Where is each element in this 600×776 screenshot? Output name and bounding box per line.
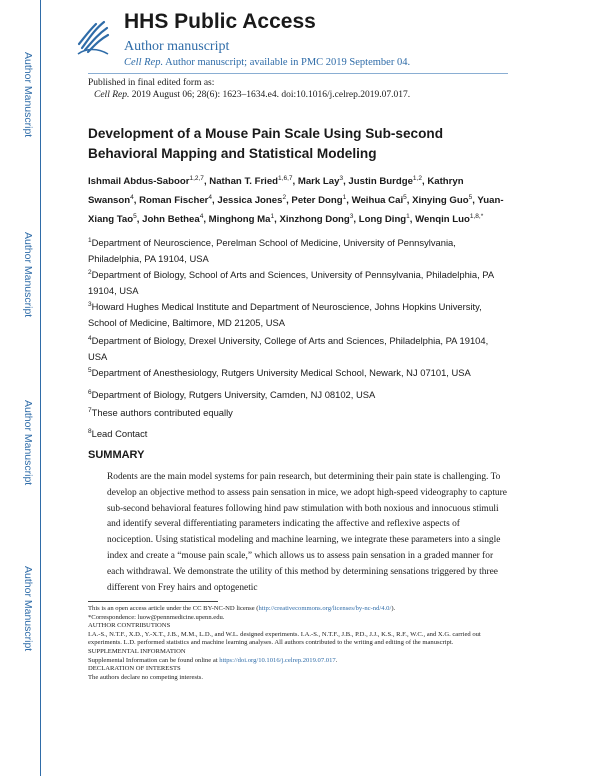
journal-name: Cell Rep. xyxy=(124,57,164,68)
author-name: Wenqin Luo xyxy=(415,214,470,226)
author-name: John Bethea xyxy=(142,214,200,226)
affiliation-8 xyxy=(88,424,508,442)
author-name: Mark Lay xyxy=(297,176,340,188)
supplemental-note xyxy=(88,657,508,666)
hhs-eagle-logo-icon xyxy=(76,18,110,56)
summary-heading: SUMMARY xyxy=(88,449,145,461)
supplemental-close: . xyxy=(335,656,338,664)
author-affiliation-marker: 1,2 xyxy=(412,175,422,182)
affiliation-text: Howard Hughes Medical Institute and Department of Neuroscience, Johns Hopkins University, School of Medicine, Baltimore, MD 21205, USA xyxy=(88,301,482,329)
license-text: This is an open access article under the CC BY-NC-ND license ( xyxy=(88,605,259,612)
affiliation-marker: 7 xyxy=(88,407,92,414)
author-name: Roman Fischer xyxy=(139,195,209,207)
affiliation-text: These authors contributed equally xyxy=(91,407,233,419)
author-affiliation-marker: 5 xyxy=(133,213,137,221)
summary-text: Rodents are the main model systems for pain research, but determining their pain state is challenging. To develop an objective method to assess pain sensation in mice, we adopt high-speed videography to capture sub-second behavioral features following hind paw stimulation with both noxious and innocuous stimuli and identify several differentiating parameters indicating the affective and reflexive aspects of nociception. Using statistical modeling and machine learning, we integrate these parameters into a single index and create a “mouse pain scale,” which allows us to assess pain sensation in a graded manner for each withdrawal. We demonstrate the utility of this method by determining sensations triggered by three different von Frey hairs and optogenetic xyxy=(107,472,507,593)
author-manuscript-label: Author manuscript xyxy=(124,39,230,54)
author-name: Peter Dong xyxy=(291,195,343,207)
author-affiliation-marker: 5 xyxy=(403,194,407,202)
affiliation-marker: 8 xyxy=(88,428,92,435)
affiliation-text: Lead Contact xyxy=(91,428,148,440)
author-affiliation-marker: 3 xyxy=(349,213,354,221)
hhs-title: HHS Public Access xyxy=(124,10,316,33)
author-name: Nathan T. Fried xyxy=(209,176,279,188)
affiliation-text: Department of Biology, Drexel University, College of Arts and Sciences, Philadelphia, PA 19104, USA xyxy=(88,335,489,363)
sidebar-rule xyxy=(40,0,41,776)
author-affiliation-marker: 1 xyxy=(342,194,347,202)
contributions-heading: AUTHOR CONTRIBUTIONS xyxy=(88,622,171,630)
author-affiliation-marker: 4 xyxy=(208,194,213,202)
author-name: Justin Burdge xyxy=(348,176,413,188)
journal-availability xyxy=(124,57,410,68)
author-affiliation-marker: 1 xyxy=(270,213,275,221)
author-name: Xinzhong Dong xyxy=(279,214,350,226)
author-list: Ishmail Abdus-Saboor$^{1,2,7}$, Nathan T. Fried$^{1,6,7}$, Mark Lay$^3$, Justin Burdge$^{1,2}$, Kathryn Swanson$^4$, Roman Fischer$^4$, Jessica Jones$^2$, Peter Dong$^1$, Weihua Cai$^5$, Xinying Guo$^5$, Yuan-Xiang Tao$^5$, John Bethea$^4$, Minghong Ma$^1$, Xinzhong Dong$^3$, Long Ding$^1$, Wenqin Luo$^{1,8,*}$ xyxy=(88,175,504,226)
declaration-text: The authors declare no competing interests. xyxy=(88,673,203,681)
affiliation-4 xyxy=(88,331,508,365)
author-name: Xinying Guo xyxy=(412,195,469,207)
license-close: ). xyxy=(391,605,396,612)
footnotes xyxy=(88,605,508,682)
footnote-divider xyxy=(88,601,218,602)
sidebar-label-2: Author Manuscript xyxy=(22,232,34,318)
author-name: Yuan-Xiang Tao xyxy=(88,195,504,226)
author-name: Ishmail Abdus-Saboor xyxy=(88,176,190,188)
affiliation-1 xyxy=(88,233,508,267)
affiliation-marker: 2 xyxy=(88,269,92,276)
author-affiliation-marker: 1,6,7 xyxy=(278,175,293,182)
header-divider xyxy=(88,73,508,74)
author-affiliation-marker: 1,2,7 xyxy=(189,175,204,182)
author-name: Long Ding xyxy=(358,214,407,226)
affiliation-marker: 4 xyxy=(88,335,92,342)
affiliation-marker: 6 xyxy=(88,389,92,396)
declaration-heading: DECLARATION OF INTERESTS xyxy=(88,665,181,673)
author-name: Kathryn Swanson xyxy=(88,176,464,207)
author-affiliation-marker: 4 xyxy=(199,213,204,221)
published-label: Published in final edited form as: xyxy=(88,78,215,88)
publication-info xyxy=(88,77,410,101)
affiliation-marker: 1 xyxy=(88,237,92,244)
author-affiliation-marker: 5 xyxy=(468,194,473,202)
citation-journal: Cell Rep. xyxy=(94,90,130,100)
citation xyxy=(88,89,410,101)
author-affiliation-marker: 4 xyxy=(130,194,134,202)
author-affiliation-marker: 3 xyxy=(339,175,344,182)
affiliation-text: Department of Biology, School of Arts and Sciences, University of Pennsylvania, Philadelphia, PA 19104, USA xyxy=(88,269,494,297)
contributions-text: I.A.-S., N.T.F., X.D., Y.-X.T., J.B., M.M., L.D., and W.L. designed experiments. I.A.-S., N.T.F., J.B., P.D., J.J., K.S., R.F., W.C., and X.G. carried out experiments. L.D. performed statistics and machine learning analyses. All authors contributed to the writing and editing of the manuscript. xyxy=(88,630,481,647)
affiliation-2 xyxy=(88,265,508,299)
affiliation-marker: 3 xyxy=(88,301,92,308)
author-name: Weihua Cai xyxy=(351,195,404,207)
license-note xyxy=(88,605,508,614)
author-affiliation-marker: 2 xyxy=(282,194,287,202)
affiliation-5 xyxy=(88,363,508,381)
citation-details: 2019 August 06; 28(6): 1623–1634.e4. doi:10.1016/j.celrep.2019.07.017. xyxy=(129,90,411,100)
article-title: Development of a Mouse Pain Scale Using Sub-second Behavioral Mapping and Statistical Modeling xyxy=(88,126,444,161)
affiliation-6 xyxy=(88,385,508,403)
affiliation-text: Department of Biology, Rutgers University, Camden, NJ 08102, USA xyxy=(91,389,376,401)
affiliation-marker: 5 xyxy=(88,367,92,374)
author-affiliation-marker: 1,8,* xyxy=(469,213,484,221)
author-name: Minghong Ma xyxy=(208,214,271,226)
sidebar-label-3: Author Manuscript xyxy=(22,400,34,486)
affiliation-text: Department of Neuroscience, Perelman School of Medicine, University of Pennsylvania, Philadelphia, PA 19104, USA xyxy=(88,237,456,265)
license-link[interactable]: http://creativecommons.org/licenses/by-nc-nd/4.0/ xyxy=(258,605,392,612)
supplemental-link[interactable]: https://doi.org/10.1016/j.celrep.2019.07.017 xyxy=(219,656,336,664)
affiliation-7 xyxy=(88,403,508,421)
author-affiliation-marker: 1 xyxy=(406,213,410,221)
author-name: Jessica Jones xyxy=(217,195,283,207)
supplemental-heading: SUPPLEMENTAL INFORMATION xyxy=(88,647,186,655)
correspondence-note: *Correspondence: luow@pennmedicine.upenn.edu. xyxy=(88,613,225,621)
sidebar-label-1: Author Manuscript xyxy=(22,52,34,138)
affiliation-3 xyxy=(88,297,508,331)
availability-text: Author manuscript; available in PMC 2019 September 04. xyxy=(163,57,411,68)
supplemental-text: Supplemental Information can be found online at xyxy=(88,656,220,664)
sidebar-label-4: Author Manuscript xyxy=(22,566,34,652)
affiliation-text: Department of Anesthesiology, Rutgers University Medical School, Newark, NJ 07101, USA xyxy=(91,367,471,379)
